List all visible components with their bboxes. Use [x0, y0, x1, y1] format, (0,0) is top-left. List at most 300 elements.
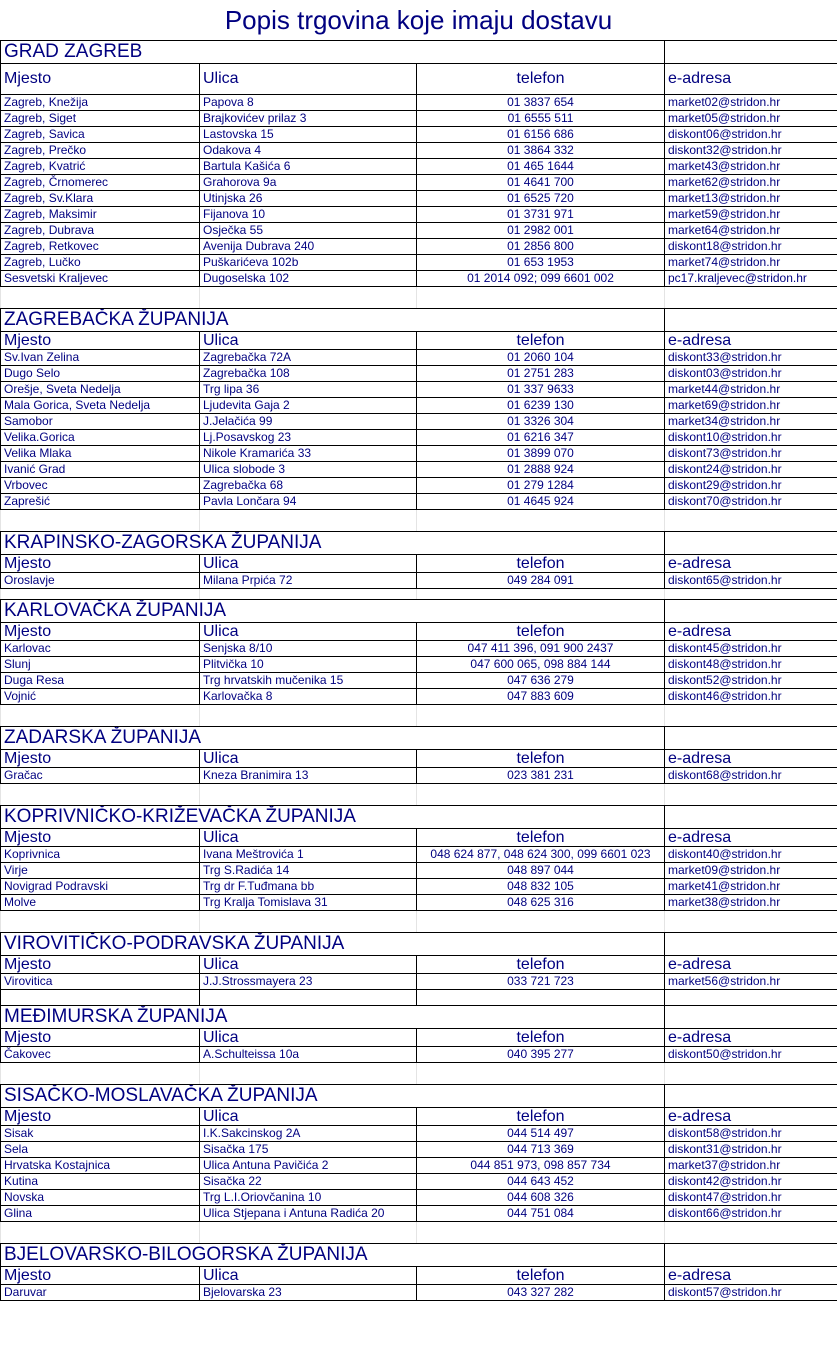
header-email: e-adresa — [665, 1029, 837, 1047]
table-row — [1, 1206, 837, 1222]
region-title: KOPRIVNIČKO-KRIŽEVAČKA ŽUPANIJA — [1, 806, 665, 829]
cell-email: diskont66@stridon.hr — [665, 1206, 837, 1222]
header-mjesto: Mjesto — [1, 1267, 200, 1285]
cell-ulica: Osječka 55 — [200, 223, 417, 239]
header-ulica: Ulica — [200, 1267, 417, 1285]
empty-cell — [665, 1244, 837, 1267]
header-email: e-adresa — [665, 1108, 837, 1126]
cell-email: market69@stridon.hr — [665, 398, 837, 414]
cell-ulica: Trg L.I.Oriovčanina 10 — [200, 1190, 417, 1206]
cell-mjesto: Zagreb, Savica — [1, 127, 200, 143]
header-email: e-adresa — [665, 829, 837, 847]
region-title: KRAPINSKO-ZAGORSKA ŽUPANIJA — [1, 532, 665, 555]
gap-cell — [417, 1063, 665, 1085]
cell-email: diskont40@stridon.hr — [665, 847, 837, 863]
cell-email: market44@stridon.hr — [665, 382, 837, 398]
header-telefon: telefon — [417, 1108, 665, 1126]
gap-cell — [1, 589, 200, 600]
cell-mjesto: Zagreb, Sv.Klara — [1, 191, 200, 207]
header-ulica: Ulica — [200, 1029, 417, 1047]
table-row — [1, 657, 837, 673]
cell-ulica: Puškarićeva 102b — [200, 255, 417, 271]
cell-mjesto: Zagreb, Retkovec — [1, 239, 200, 255]
cell-ulica: Odakova 4 — [200, 143, 417, 159]
section-gap — [1, 1063, 837, 1085]
gap-cell — [1, 784, 200, 806]
table-row — [1, 974, 837, 990]
cell-telefon: 044 608 326 — [417, 1190, 665, 1206]
cell-telefon: 048 625 316 — [417, 895, 665, 911]
cell-mjesto: Hrvatska Kostajnica — [1, 1158, 200, 1174]
region-title: SISAČKO-MOSLAVAČKA ŽUPANIJA — [1, 1085, 665, 1108]
cell-email: market59@stridon.hr — [665, 207, 837, 223]
column-header-row — [1, 64, 837, 95]
header-ulica: Ulica — [200, 332, 417, 350]
table-row — [1, 1174, 837, 1190]
cell-email: diskont50@stridon.hr — [665, 1047, 837, 1063]
header-mjesto: Mjesto — [1, 750, 200, 768]
cell-mjesto: Zagreb, Lučko — [1, 255, 200, 271]
gap-cell — [200, 589, 417, 600]
gap-cell — [1, 1222, 200, 1244]
section-gap — [1, 784, 837, 806]
header-telefon: telefon — [417, 750, 665, 768]
header-telefon: telefon — [417, 829, 665, 847]
section-gap — [1, 705, 837, 727]
cell-ulica: Ulica Antuna Pavičića 2 — [200, 1158, 417, 1174]
cell-telefon: 048 832 105 — [417, 879, 665, 895]
empty-cell — [665, 1085, 837, 1108]
cell-telefon: 01 6555 511 — [417, 111, 665, 127]
table-row — [1, 350, 837, 366]
cell-email: market64@stridon.hr — [665, 223, 837, 239]
cell-ulica: Zagrebačka 108 — [200, 366, 417, 382]
cell-telefon: 01 2982 001 — [417, 223, 665, 239]
table-row — [1, 111, 837, 127]
header-email: e-adresa — [665, 64, 837, 95]
cell-telefon: 01 6216 347 — [417, 430, 665, 446]
cell-email: diskont10@stridon.hr — [665, 430, 837, 446]
cell-email: diskont31@stridon.hr — [665, 1142, 837, 1158]
cell-telefon: 01 2751 283 — [417, 366, 665, 382]
cell-email: market34@stridon.hr — [665, 414, 837, 430]
gap-cell — [665, 784, 837, 806]
header-telefon: telefon — [417, 956, 665, 974]
gap-cell — [200, 510, 417, 532]
cell-mjesto: Duga Resa — [1, 673, 200, 689]
table-row — [1, 462, 837, 478]
cell-ulica: Bartula Kašića 6 — [200, 159, 417, 175]
cell-mjesto: Novska — [1, 1190, 200, 1206]
cell-telefon: 040 395 277 — [417, 1047, 665, 1063]
cell-email: diskont57@stridon.hr — [665, 1285, 837, 1301]
header-mjesto: Mjesto — [1, 829, 200, 847]
region-title: VIROVITIČKO-PODRAVSKA ŽUPANIJA — [1, 933, 665, 956]
header-email: e-adresa — [665, 555, 837, 573]
region-row — [1, 532, 837, 555]
header-telefon: telefon — [417, 623, 665, 641]
gap-cell — [417, 510, 665, 532]
cell-email: market43@stridon.hr — [665, 159, 837, 175]
table-row — [1, 573, 837, 589]
gap-cell — [665, 510, 837, 532]
cell-mjesto: Zaprešić — [1, 494, 200, 510]
table-row — [1, 414, 837, 430]
cell-email: market37@stridon.hr — [665, 1158, 837, 1174]
cell-email: diskont48@stridon.hr — [665, 657, 837, 673]
empty-cell — [665, 532, 837, 555]
page-title: Popis trgovina koje imaju dostavu — [224, 5, 613, 35]
cell-email: diskont42@stridon.hr — [665, 1174, 837, 1190]
cell-email: market56@stridon.hr — [665, 974, 837, 990]
column-header-row — [1, 829, 837, 847]
cell-mjesto: Mala Gorica, Sveta Nedelja — [1, 398, 200, 414]
cell-mjesto: Zagreb, Maksimir — [1, 207, 200, 223]
cell-ulica: Dugoselska 102 — [200, 271, 417, 287]
empty-cell — [665, 600, 837, 623]
header-ulica: Ulica — [200, 829, 417, 847]
cell-email: market09@stridon.hr — [665, 863, 837, 879]
cell-telefon: 047 600 065, 098 884 144 — [417, 657, 665, 673]
table-row — [1, 768, 837, 784]
cell-ulica: Karlovačka 8 — [200, 689, 417, 705]
region-title: ZADARSKA ŽUPANIJA — [1, 727, 665, 750]
header-email: e-adresa — [665, 1267, 837, 1285]
region-title: BJELOVARSKO-BILOGORSKA ŽUPANIJA — [1, 1244, 665, 1267]
table-row — [1, 1126, 837, 1142]
table-row — [1, 895, 837, 911]
cell-ulica: Fijanova 10 — [200, 207, 417, 223]
cell-email: diskont47@stridon.hr — [665, 1190, 837, 1206]
cell-telefon: 01 2060 104 — [417, 350, 665, 366]
empty-cell — [665, 990, 837, 1006]
region-row — [1, 1244, 837, 1267]
gap-cell — [1, 911, 200, 933]
cell-telefon: 01 2888 924 — [417, 462, 665, 478]
cell-mjesto: Sisak — [1, 1126, 200, 1142]
region-row — [1, 727, 837, 750]
cell-email: diskont46@stridon.hr — [665, 689, 837, 705]
gap-cell — [665, 589, 837, 600]
cell-mjesto: Zagreb, Siget — [1, 111, 200, 127]
cell-mjesto: Glina — [1, 1206, 200, 1222]
table-row — [1, 478, 837, 494]
column-header-row — [1, 332, 837, 350]
table-row — [1, 430, 837, 446]
empty-cell — [1, 990, 200, 1006]
cell-telefon: 01 3731 971 — [417, 207, 665, 223]
header-mjesto: Mjesto — [1, 956, 200, 974]
header-telefon: telefon — [417, 1029, 665, 1047]
cell-email: diskont65@stridon.hr — [665, 573, 837, 589]
header-telefon: telefon — [417, 555, 665, 573]
gap-cell — [417, 784, 665, 806]
table-row — [1, 255, 837, 271]
region-row — [1, 41, 837, 64]
cell-mjesto: Sesvetski Kraljevec — [1, 271, 200, 287]
empty-cell — [665, 1006, 837, 1029]
cell-mjesto: Samobor — [1, 414, 200, 430]
header-mjesto: Mjesto — [1, 623, 200, 641]
region-row — [1, 309, 837, 332]
cell-mjesto: Virje — [1, 863, 200, 879]
cell-ulica: Brajkovićev prilaz 3 — [200, 111, 417, 127]
cell-mjesto: Karlovac — [1, 641, 200, 657]
table-row — [1, 207, 837, 223]
header-mjesto: Mjesto — [1, 64, 200, 95]
table-row — [1, 223, 837, 239]
cell-mjesto: Gračac — [1, 768, 200, 784]
cell-ulica: Senjska 8/10 — [200, 641, 417, 657]
header-ulica: Ulica — [200, 555, 417, 573]
cell-telefon: 01 3837 654 — [417, 95, 665, 111]
cell-telefon: 047 883 609 — [417, 689, 665, 705]
cell-ulica: A.Schulteissa 10a — [200, 1047, 417, 1063]
table-row — [1, 159, 837, 175]
cell-ulica: Trg hrvatskih mučenika 15 — [200, 673, 417, 689]
cell-mjesto: Molve — [1, 895, 200, 911]
column-header-row — [1, 750, 837, 768]
cell-telefon: 01 6156 686 — [417, 127, 665, 143]
region-row — [1, 806, 837, 829]
table-row — [1, 143, 837, 159]
cell-ulica: Nikole Kramarića 33 — [200, 446, 417, 462]
cell-mjesto: Zagreb, Dubrava — [1, 223, 200, 239]
cell-telefon: 01 4641 700 — [417, 175, 665, 191]
region-title: GRAD ZAGREB — [1, 41, 665, 64]
header-email: e-adresa — [665, 750, 837, 768]
cell-telefon: 049 284 091 — [417, 573, 665, 589]
section-gap — [1, 1222, 837, 1244]
cell-telefon: 044 751 084 — [417, 1206, 665, 1222]
cell-telefon: 047 636 279 — [417, 673, 665, 689]
gap-cell — [665, 287, 837, 309]
table-row — [1, 1047, 837, 1063]
cell-ulica: Kneza Branimira 13 — [200, 768, 417, 784]
gap-cell — [200, 911, 417, 933]
cell-ulica: Ljudevita Gaja 2 — [200, 398, 417, 414]
cell-ulica: Pavla Lončara 94 — [200, 494, 417, 510]
cell-ulica: Grahorova 9a — [200, 175, 417, 191]
cell-telefon: 044 713 369 — [417, 1142, 665, 1158]
cell-mjesto: Oroslavje — [1, 573, 200, 589]
region-row — [1, 933, 837, 956]
header-mjesto: Mjesto — [1, 332, 200, 350]
cell-mjesto: Daruvar — [1, 1285, 200, 1301]
gap-cell — [200, 1222, 417, 1244]
cell-telefon: 01 465 1644 — [417, 159, 665, 175]
table-row — [1, 398, 837, 414]
gap-cell — [417, 911, 665, 933]
cell-telefon: 023 381 231 — [417, 768, 665, 784]
cell-ulica: Papova 8 — [200, 95, 417, 111]
header-email: e-adresa — [665, 332, 837, 350]
cell-ulica: Ivana Meštrovića 1 — [200, 847, 417, 863]
cell-email: market38@stridon.hr — [665, 895, 837, 911]
cell-email: market05@stridon.hr — [665, 111, 837, 127]
empty-cell — [665, 727, 837, 750]
cell-email: diskont33@stridon.hr — [665, 350, 837, 366]
region-title: ZAGREBAČKA ŽUPANIJA — [1, 309, 665, 332]
table-row — [1, 863, 837, 879]
cell-mjesto: Kutina — [1, 1174, 200, 1190]
cell-mjesto: Velika Mlaka — [1, 446, 200, 462]
cell-email: diskont70@stridon.hr — [665, 494, 837, 510]
cell-telefon: 01 3899 070 — [417, 446, 665, 462]
cell-email: market13@stridon.hr — [665, 191, 837, 207]
cell-email: diskont18@stridon.hr — [665, 239, 837, 255]
cell-email: market41@stridon.hr — [665, 879, 837, 895]
table-row — [1, 446, 837, 462]
cell-mjesto: Zagreb, Črnomerec — [1, 175, 200, 191]
cell-telefon: 01 6525 720 — [417, 191, 665, 207]
cell-ulica: Lastovska 15 — [200, 127, 417, 143]
table-row — [1, 191, 837, 207]
cell-telefon: 01 4645 924 — [417, 494, 665, 510]
cell-telefon: 044 643 452 — [417, 1174, 665, 1190]
cell-mjesto: Dugo Selo — [1, 366, 200, 382]
empty-cell — [665, 806, 837, 829]
cell-ulica: Zagrebačka 72A — [200, 350, 417, 366]
cell-mjesto: Novigrad Podravski — [1, 879, 200, 895]
cell-telefon: 048 897 044 — [417, 863, 665, 879]
gap-cell — [200, 1063, 417, 1085]
column-header-row — [1, 1108, 837, 1126]
section-gap — [1, 589, 837, 600]
gap-cell — [1, 510, 200, 532]
section-gap — [1, 510, 837, 532]
cell-mjesto: Virovitica — [1, 974, 200, 990]
cell-ulica: Ulica Stjepana i Antuna Radića 20 — [200, 1206, 417, 1222]
header-ulica: Ulica — [200, 750, 417, 768]
region-row — [1, 1085, 837, 1108]
table-row — [1, 1158, 837, 1174]
gap-cell — [665, 1063, 837, 1085]
cell-ulica: Trg dr F.Tuđmana bb — [200, 879, 417, 895]
cell-mjesto: Velika.Gorica — [1, 430, 200, 446]
empty-cell — [200, 990, 417, 1006]
gap-cell — [665, 911, 837, 933]
cell-telefon: 01 337 9633 — [417, 382, 665, 398]
cell-email: diskont68@stridon.hr — [665, 768, 837, 784]
cell-telefon: 044 851 973, 098 857 734 — [417, 1158, 665, 1174]
region-row — [1, 600, 837, 623]
cell-email: market74@stridon.hr — [665, 255, 837, 271]
header-ulica: Ulica — [200, 1108, 417, 1126]
table-row — [1, 271, 837, 287]
gap-cell — [200, 705, 417, 727]
header-ulica: Ulica — [200, 623, 417, 641]
gap-cell — [200, 287, 417, 309]
cell-mjesto: Slunj — [1, 657, 200, 673]
table-row — [1, 127, 837, 143]
header-ulica: Ulica — [200, 956, 417, 974]
cell-telefon: 01 3326 304 — [417, 414, 665, 430]
column-header-row — [1, 956, 837, 974]
table-row — [1, 1142, 837, 1158]
cell-ulica: Avenija Dubrava 240 — [200, 239, 417, 255]
cell-email: market62@stridon.hr — [665, 175, 837, 191]
header-mjesto: Mjesto — [1, 1108, 200, 1126]
cell-mjesto: Vrbovec — [1, 478, 200, 494]
table-row — [1, 641, 837, 657]
empty-cell — [417, 990, 665, 1006]
store-table — [0, 40, 837, 1301]
cell-ulica: J.Jelačića 99 — [200, 414, 417, 430]
cell-mjesto: Ivanić Grad — [1, 462, 200, 478]
cell-ulica: Milana Prpića 72 — [200, 573, 417, 589]
table-row — [1, 382, 837, 398]
gap-cell — [417, 705, 665, 727]
cell-ulica: Trg lipa 36 — [200, 382, 417, 398]
header-mjesto: Mjesto — [1, 555, 200, 573]
cell-mjesto: Orešje, Sveta Nedelja — [1, 382, 200, 398]
cell-telefon: 01 279 1284 — [417, 478, 665, 494]
header-telefon: telefon — [417, 64, 665, 95]
table-row — [1, 673, 837, 689]
cell-telefon: 01 653 1953 — [417, 255, 665, 271]
cell-telefon: 033 721 723 — [417, 974, 665, 990]
header-mjesto: Mjesto — [1, 1029, 200, 1047]
gap-cell — [665, 705, 837, 727]
cell-ulica: Plitvička 10 — [200, 657, 417, 673]
column-header-row — [1, 1029, 837, 1047]
cell-mjesto: Zagreb, Knežija — [1, 95, 200, 111]
cell-mjesto: Zagreb, Kvatrić — [1, 159, 200, 175]
region-title: MEĐIMURSKA ŽUPANIJA — [1, 1006, 665, 1029]
cell-telefon: 048 624 877, 048 624 300, 099 6601 023 — [417, 847, 665, 863]
header-telefon: telefon — [417, 1267, 665, 1285]
cell-mjesto: Zagreb, Prečko — [1, 143, 200, 159]
header-email: e-adresa — [665, 623, 837, 641]
section-gap — [1, 287, 837, 309]
cell-email: market02@stridon.hr — [665, 95, 837, 111]
cell-mjesto: Čakovec — [1, 1047, 200, 1063]
empty-cell — [665, 41, 837, 64]
table-row — [1, 95, 837, 111]
cell-email: diskont03@stridon.hr — [665, 366, 837, 382]
table-row — [1, 879, 837, 895]
cell-email: diskont52@stridon.hr — [665, 673, 837, 689]
cell-ulica: Lj.Posavskog 23 — [200, 430, 417, 446]
cell-email: diskont45@stridon.hr — [665, 641, 837, 657]
table-row — [1, 847, 837, 863]
gap-cell — [665, 1222, 837, 1244]
cell-telefon: 01 2856 800 — [417, 239, 665, 255]
region-title: KARLOVAČKA ŽUPANIJA — [1, 600, 665, 623]
cell-email: diskont06@stridon.hr — [665, 127, 837, 143]
region-row — [1, 1006, 837, 1029]
cell-mjesto: Sv.Ivan Zelina — [1, 350, 200, 366]
header-ulica: Ulica — [200, 64, 417, 95]
cell-ulica: Sisačka 175 — [200, 1142, 417, 1158]
cell-ulica: Zagrebačka 68 — [200, 478, 417, 494]
cell-ulica: Bjelovarska 23 — [200, 1285, 417, 1301]
column-header-row — [1, 1267, 837, 1285]
cell-ulica: I.K.Sakcinskog 2A — [200, 1126, 417, 1142]
cell-ulica: Utinjska 26 — [200, 191, 417, 207]
cell-ulica: Trg S.Radića 14 — [200, 863, 417, 879]
cell-email: pc17.kraljevec@stridon.hr — [665, 271, 837, 287]
table-row — [1, 1190, 837, 1206]
table-row — [1, 689, 837, 705]
cell-telefon: 043 327 282 — [417, 1285, 665, 1301]
gap-cell — [417, 1222, 665, 1244]
cell-telefon: 047 411 396, 091 900 2437 — [417, 641, 665, 657]
gap-cell — [1, 287, 200, 309]
table-row — [1, 175, 837, 191]
cell-telefon: 01 6239 130 — [417, 398, 665, 414]
